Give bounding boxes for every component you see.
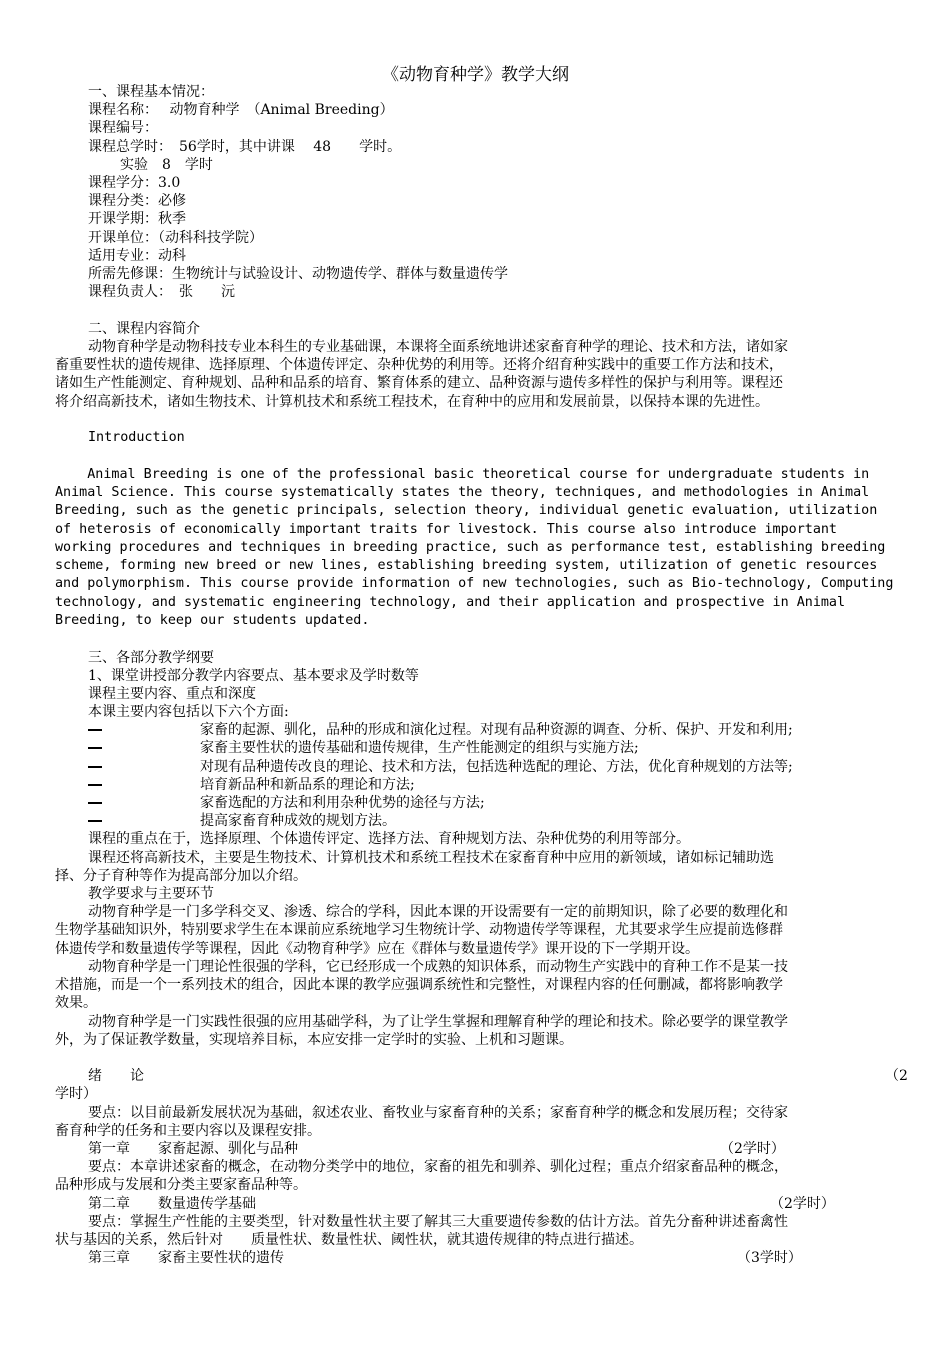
chapter-2-title: 第二章 数量遗传学基础 [88, 1196, 256, 1212]
focus-text: 课程的重点在于，选择原理、个体遗传评定、选择方法、育种规划方法、杂种优势的利用等部分。 [88, 831, 690, 847]
paragraph-line: 生物学基础知识外，特别要求学生在本课前应系统地学习生物统计学、动物遗传学等课程，尤其要求学生应提前选修群 [55, 922, 783, 938]
bullet-dash [88, 766, 102, 768]
chapter-points: 畜育种学的任务和主要内容以及课程安排。 [55, 1123, 321, 1139]
english-line: working procedures and techniques in breeding practice, such as performance test, establishing breeding [55, 540, 886, 555]
bullet-item: 家畜的起源、驯化，品种的形成和演化过程。对现有品种资源的调查、分析、保护、开发和利用; [200, 722, 793, 738]
bullet-dash [88, 802, 102, 804]
prerequisites: 所需先修课：生物统计与试验设计、动物遗传学、群体与数量遗传学 [88, 266, 508, 282]
credits: 课程学分：3.0 [88, 175, 181, 191]
english-line: technology, and systematic engineering technology, and their application and prospective in Animal [55, 595, 846, 610]
intro-chapter-hours: （2 [885, 1068, 908, 1084]
total-hours: 课程总学时： 56学时，其中讲课 48 学时。 [88, 139, 402, 155]
paragraph-line: 体遗传学和数量遗传学等课程，因此《动物育种学》应在《群体与数量遗传学》课开设的下一学期开设。 [55, 941, 699, 957]
outline-subheading: 本课主要内容包括以下六个方面: [88, 704, 289, 720]
intro-chapter-title: 绪 论 [88, 1068, 144, 1084]
english-line: Breeding, to keep our students updated. [55, 613, 370, 628]
english-line: Breeding, such as the genetic principals, selection theory, individual genetic evaluation, utilization [55, 503, 878, 518]
english-line: and polymorphism. This course provide information of new technologies, such as Bio-technology, Computing [55, 576, 894, 591]
paragraph-line: 动物育种学是一门实践性很强的应用基础学科，为了让学生掌握和理解育种学的理论和技术。除必要学的课堂教学 [88, 1014, 788, 1030]
outline-heading: 三、各部分教学纲要 [88, 650, 214, 666]
intro-line: 动物育种学是动物科技专业本科生的专业基础课，本课将全面系统地讲述家畜育种学的理论、技术和方法，诸如家 [88, 339, 788, 355]
intro-chapter-hours-cont: 学时） [55, 1086, 97, 1102]
bullet-item: 家畜选配的方法和利用杂种优势的途径与方法; [200, 795, 485, 811]
bullet-item: 家畜主要性状的遗传基础和遗传规律，生产性能测定的组织与实施方法; [200, 740, 639, 756]
chapter-1-hours: （2学时） [720, 1141, 785, 1157]
outline-subheading: 课程主要内容、重点和深度 [88, 686, 256, 702]
intro-line: 诸如生产性能测定、育种规划、品种和品系的培育、繁育体系的建立、品种资源与遗传多样性的保护与利用等。课程还 [55, 375, 783, 391]
chapter-1-title: 第一章 家畜起源、驯化与品种 [88, 1141, 298, 1157]
unit: 开课单位：（动科科技学院） [88, 230, 263, 246]
english-line: scheme, forming new breed or new lines, establishing breeding system, utilization of genetic resources [55, 558, 878, 573]
outline-subheading: 1、课堂讲授部分教学内容要点、基本要求及学时数等 [88, 668, 419, 684]
paragraph-line: 动物育种学是一门多学科交叉、渗透、综合的学科，因此本课的开设需要有一定的前期知识，除了必要的数理化和 [88, 904, 788, 920]
paragraph-line: 效果。 [55, 995, 97, 1011]
bullet-dash [88, 747, 102, 749]
bullet-item: 培育新品种和新品系的理论和方法; [200, 777, 415, 793]
english-line: Animal Breeding is one of the professional basic theoretical course for undergraduate students in [55, 467, 870, 482]
chapter-points: 要点：掌握生产性能的主要类型，针对数量性状主要了解其三大重要遗传参数的估计方法。首先分畜种讲述畜禽性 [88, 1214, 788, 1230]
major: 适用专业：动科 [88, 248, 186, 264]
intro-line: 畜重要性状的遗传规律、选择原理、个体遗传评定、杂种优势的利用等。还将介绍育种实践中的重要工作方法和技术， [55, 357, 783, 373]
introduction-heading: Introduction [88, 430, 185, 445]
chapter-3-hours: （3学时） [737, 1250, 802, 1266]
lab-hours: 实验 8 学时 [120, 157, 213, 173]
paragraph-line: 动物育种学是一门理论性很强的学科，它已经形成一个成熟的知识体系，而动物生产实践中的育种工作不是某一技 [88, 959, 788, 975]
bullet-item: 提高家畜育种成效的规划方法。 [200, 813, 396, 829]
paragraph-line: 外，为了保证教学数量，实现培养目标，本应安排一定学时的实验、上机和习题课。 [55, 1032, 573, 1048]
bullet-dash [88, 820, 102, 822]
paragraph-line: 术措施，而是一个一系列技术的组合，因此本课的教学应强调系统性和完整性，对课程内容的任何删减，都将影响教学 [55, 977, 783, 993]
course-owner: 课程负责人： 张 沅 [88, 284, 235, 300]
bullet-item: 对现有品种遗传改良的理论、技术和方法，包括选种选配的理论、方法，优化育种规划的方法等; [200, 759, 793, 775]
bullet-dash [88, 784, 102, 786]
chapter-points: 要点：以目前最新发展状况为基础，叙述农业、畜牧业与家畜育种的关系；家畜育种学的概念和发展历程；交待家 [88, 1105, 788, 1121]
chapter-2-hours: （2学时） [770, 1196, 835, 1212]
chapter-3-title: 第三章 家畜主要性状的遗传 [88, 1250, 284, 1266]
intro-line: 将介绍高新技术，诸如生物技术、计算机技术和系统工程技术，在育种中的应用和发展前景，以保持本课的先进性。 [55, 394, 769, 410]
english-line: Animal Science. This course systematically states the theory, techniques, and methodologies in Animal [55, 485, 870, 500]
tech-text: 课程还将高新技术，主要是生物技术、计算机技术和系统工程技术在家畜育种中应用的新领域，诸如标记辅助选 [88, 850, 774, 866]
chapter-points: 要点：本章讲述家畜的概念，在动物分类学中的地位，家畜的祖先和驯养、驯化过程；重点介绍家畜品种的概念， [88, 1159, 788, 1175]
tech-text: 择、分子育种等作为提高部分加以介绍。 [55, 868, 307, 884]
chapter-points: 品种形成与发展和分类主要家畜品种等。 [55, 1177, 307, 1193]
chapter-points: 状与基因的关系，然后针对 质量性状、数量性状、阈性状，就其遗传规律的特点进行描述。 [55, 1232, 643, 1248]
semester: 开课学期：秋季 [88, 211, 186, 227]
requirements-heading: 教学要求与主要环节 [88, 886, 214, 902]
course-name: 课程名称： 动物育种学 （Animal Breeding） [88, 102, 394, 118]
bullet-dash [88, 729, 102, 731]
english-line: of heterosis of economically important traits for livestock. This course also introduce important [55, 522, 837, 537]
document-title: 《动物育种学》教学大纲 [382, 65, 569, 85]
category: 课程分类：必修 [88, 193, 186, 209]
basic-heading: 一、课程基本情况： [88, 84, 214, 100]
intro-heading: 二、课程内容简介 [88, 321, 200, 337]
course-code: 课程编号： [88, 120, 158, 136]
